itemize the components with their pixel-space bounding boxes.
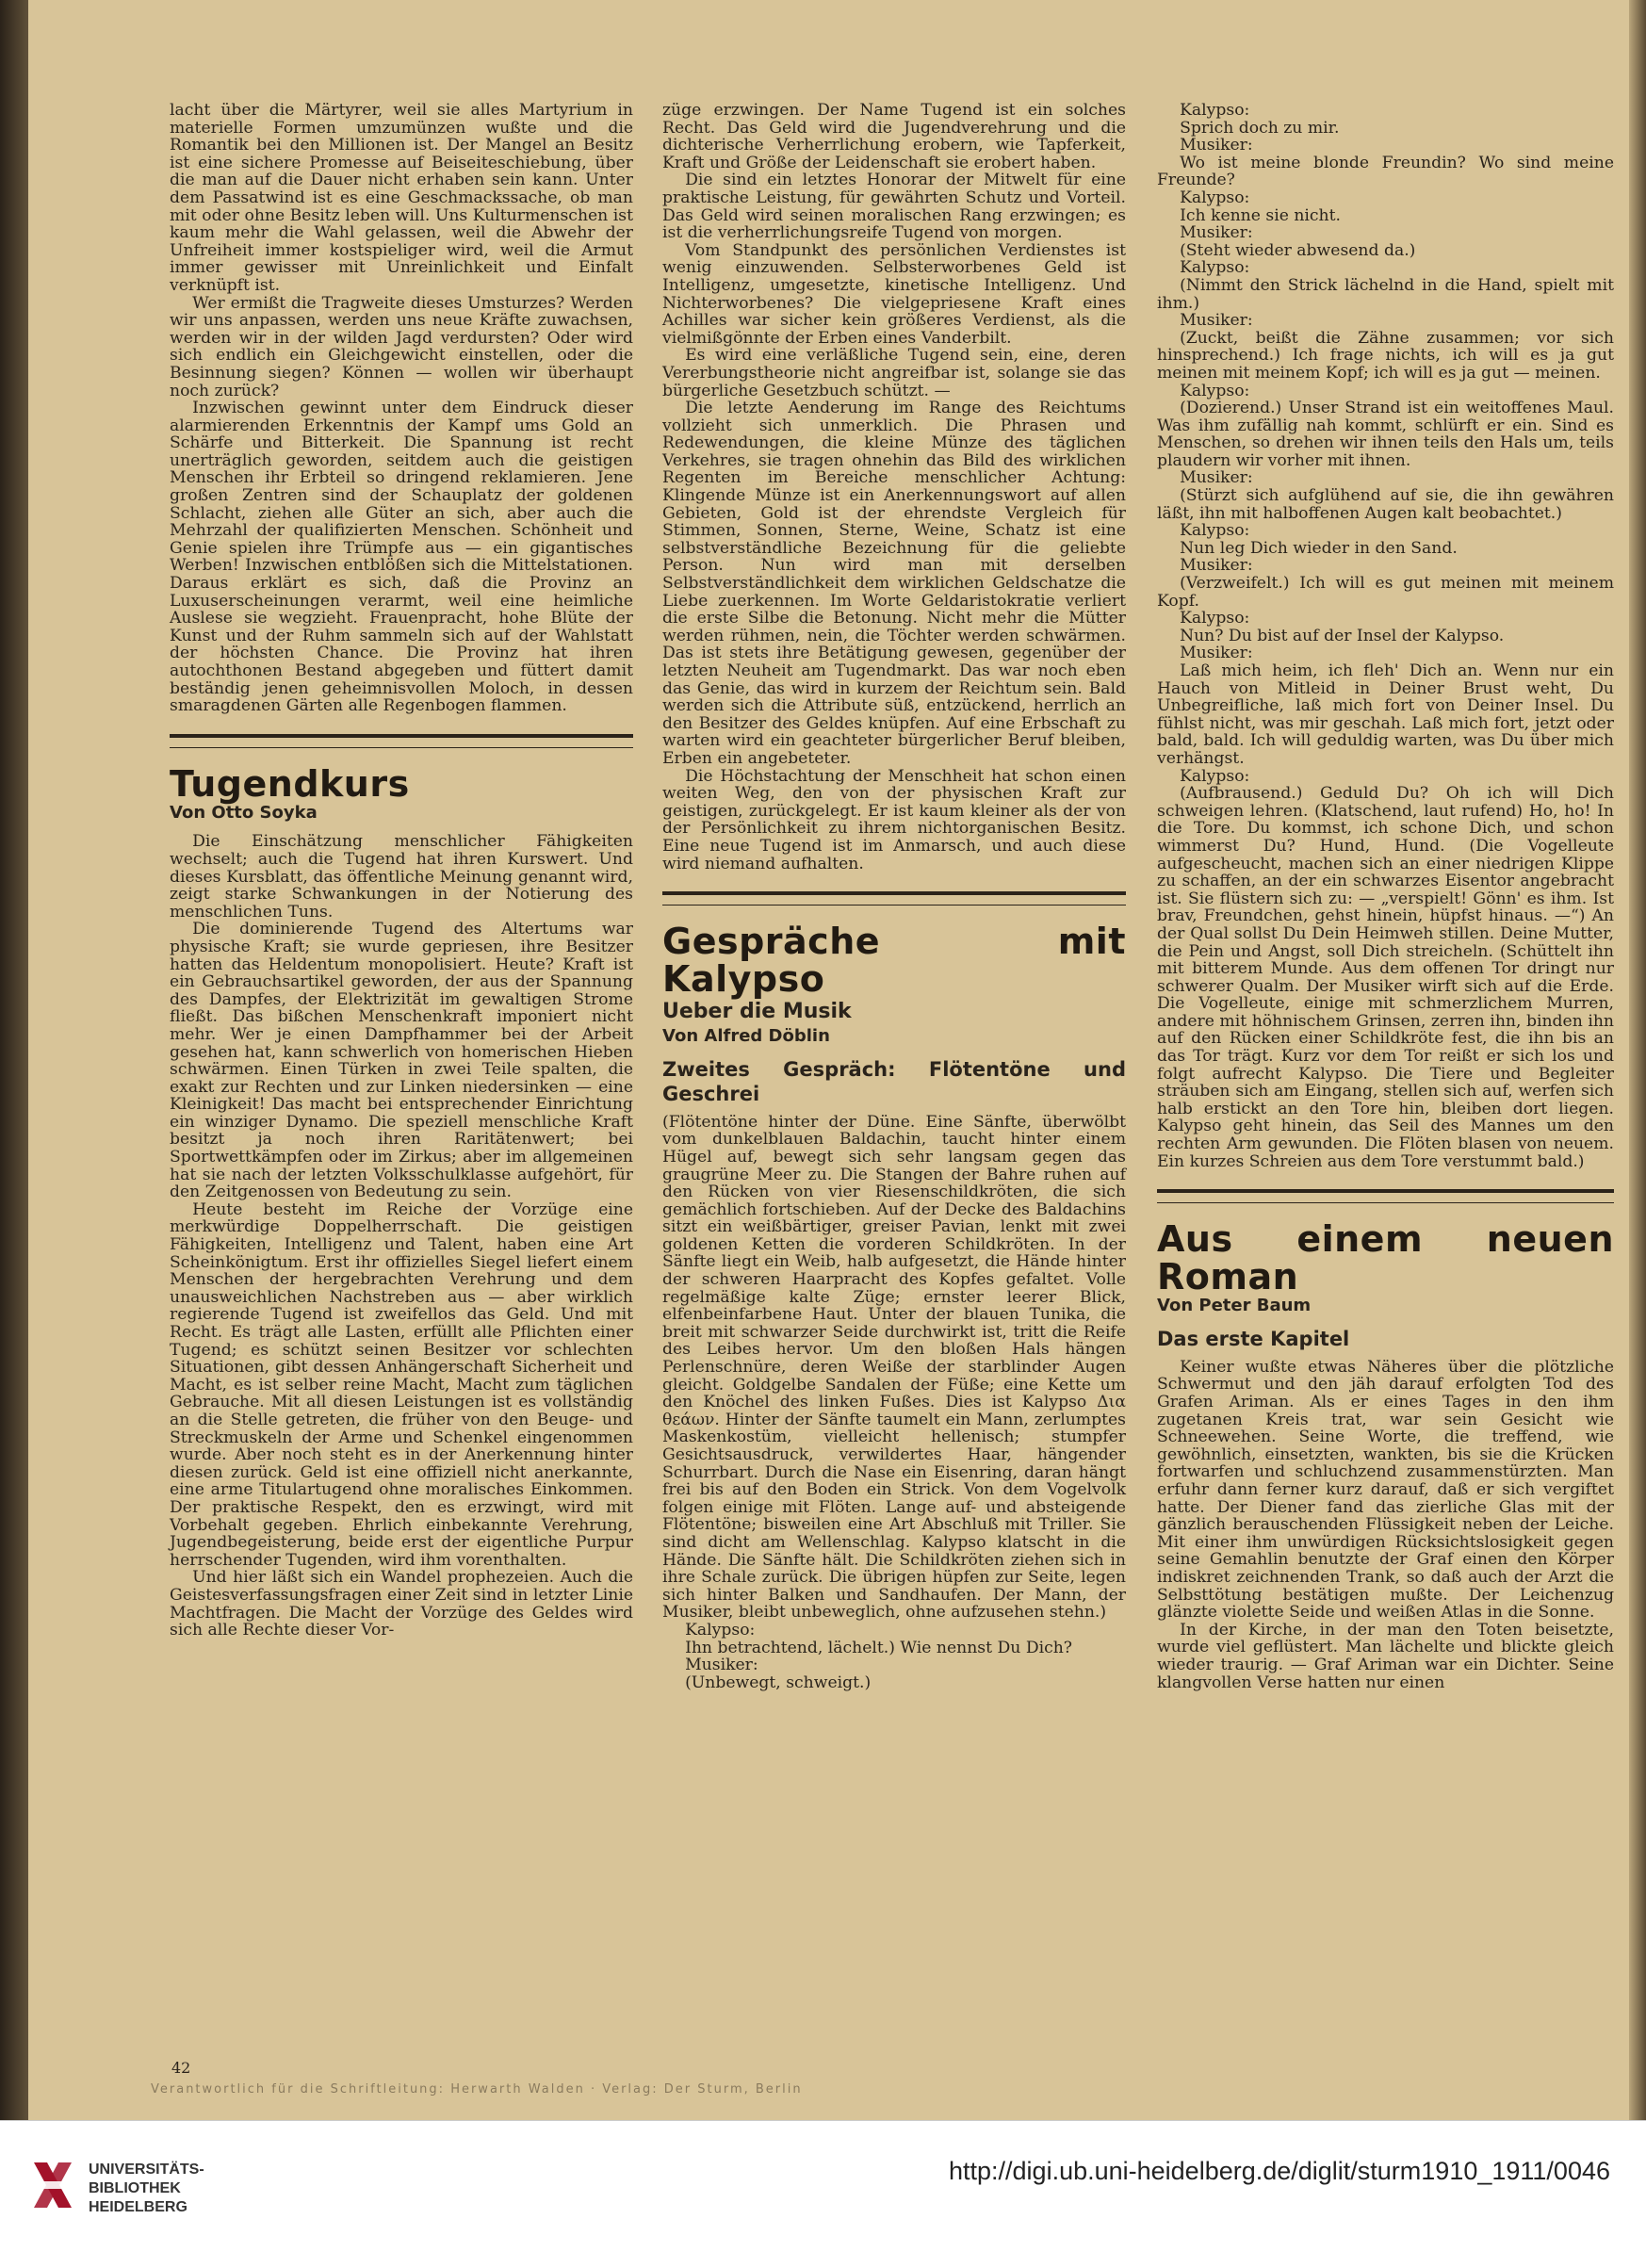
paragraph: Es wird eine verläßliche Tugend sein, eine, deren Vererbungstheorie nicht angreifbar ist, solange sie das bürgerliche Gesetzbuch schützt. — <box>662 346 1126 400</box>
paragraph: In der Kirche, in der man den Toten beisetzte, wurde viel geflüstert. Man lächelte und blickte gleich wieder traurig. — Graf Ariman war ein Dichter. Seine klangvollen Verse hatten nur einen <box>1157 1620 1614 1692</box>
paragraph: Und hier läßt sich ein Wandel prophezeien. Auch die Geistesverfassungsfragen einer Zeit sind in letzter Linie Machtfragen. Die Macht der Vorzüge des Geldes wird sich alle Rechte dieser Vor- <box>170 1568 633 1640</box>
dialog-line: Musiker: <box>1180 468 1253 488</box>
university-library-logo-icon <box>26 2159 79 2211</box>
dialog-line: Nun leg Dich wieder in den Sand. <box>1180 538 1458 558</box>
dialog-line: Nun? Du bist auf der Insel der Kalypso. <box>1180 626 1505 645</box>
library-name-line: BIBLIOTHEK <box>89 2180 181 2196</box>
dialog-line: (Verzweifelt.) Ich will es gut meinen mit meinem Kopf. <box>1157 574 1614 611</box>
dialog-line: Musiker: <box>1180 556 1253 576</box>
section-heading: Das erste Kapitel <box>1157 1327 1350 1350</box>
column-3 <box>1157 102 1614 1691</box>
dialog-line: Sprich doch zu mir. <box>1180 118 1340 138</box>
dialog-line: Kalypso: <box>1180 102 1250 120</box>
library-name <box>89 2161 204 2217</box>
column-2 <box>662 102 1126 1691</box>
paragraph: Die Höchstachtung der Menschheit hat schon einen weiten Weg, den von der physischen Kraft zur geistigen, zurückgelegt. Er ist kaum kleiner als der von der Persönlichkeit zu ihrem nichtorganischen Besitz. Eine neue Tugend ist im Anmarsch, und auch diese wird niemand aufhalten. <box>662 766 1126 873</box>
source-url-link[interactable]: http://digi.ub.uni-heidelberg.de/diglit/sturm1910_1911/0046 <box>949 2157 1610 2185</box>
paragraph: Heute besteht im Reiche der Vorzüge eine merkwürdige Doppelherrschaft. Die geistigen Fähigkeiten, Intelligenz und Talent, haben eine Art Scheinkönigtum. Erst ihr offizielles Siegel liefert einem Menschen der hergebrachten Verehrung und dem unausweichlichen Nachstreben aus — aber wirklich regierende Tugend ist zweifellos das Geld. Und mit Recht. Es trägt alle Lasten, erfüllt alle Pflichten einer Tugend; es schützt seinen Besitzer vor schlechten Situationen, gibt dessen Anhängerschaft Sicherheit und Macht, es ist selber reine Macht, Macht zum täglichen Gebrauche. Mit all diesen Leistungen ist es vollständig an die Stelle getreten, die früher von den Beuge- und Streckmuskeln der Arme und Schenkel eingenommen wurde. Aber noch steht es in der Anerkennung hinter diesen zurück. Geld ist eine offiziell nicht anerkannte, eine arme Titulartugend ohne moralisches Einkommen. Der praktische Respekt, den es erzwingt, wird mit Vorbehalt gegeben. Ehrlich einbekannte Verehrung, Jugendbegeisterung, beide erst der eigentliche Purpur herrschender Tugenden, wird ihm vorenthalten. <box>170 1199 633 1570</box>
divider-rule <box>1157 1189 1614 1203</box>
dialog-line: Kalypso: <box>1180 521 1250 541</box>
dialog-line: (Dozierend.) Unser Strand ist ein weitoffenes Maul. Was ihm zufällig nah kommt, schlürft er ein. Sind es Menschen, so drehen wir ihnen teils den Hals um, teils plaudern wir vorher mit ihnen. <box>1157 399 1614 470</box>
article-author: Von Peter Baum <box>1157 1296 1312 1316</box>
divider-rule <box>662 891 1126 906</box>
article-title: Gespräche mit Kalypso <box>662 921 1126 1001</box>
dialog-line: Musiker: <box>1180 311 1253 331</box>
dialog-line: (Steht wieder abwesend da.) <box>1180 240 1416 260</box>
paragraph: züge erzwingen. Der Name Tugend ist ein solches Recht. Das Geld wird die Jugendverehrung und die dichterische Verherrlichung erobern, wie Tapferkeit, Kraft und Größe der Leidenschaft sie erobert haben. <box>662 101 1126 172</box>
dialog-line: Kalypso: <box>1180 258 1250 278</box>
article-title: Tugendkurs <box>170 762 410 805</box>
dialog-line: Musiker: <box>1180 136 1253 155</box>
library-name-line: HEIDELBERG <box>89 2199 187 2215</box>
page-number: 42 <box>171 2059 191 2077</box>
dialog-line: Wo ist meine blonde Freundin? Wo sind meine Freunde? <box>1157 153 1614 190</box>
paragraph: Die dominierende Tugend des Altertums war physische Kraft; sie wurde gepriesen, ihre Besitzer hatten das Heldentum monopolisiert. Heute? Kraft ist ein Gebrauchsartikel geworden, der aus der Spannung des Dampfes, der Elektrizität im gewaltigen Strome fließt. Das bißchen Menschenkraft imponiert nicht mehr. Wer je einen Dampfhammer bei der Arbeit gesehen hat, kann schwerlich von homerischen Hieben schwärmen. Einen Türken in zwei Teile spalten, die exakt zur Rechten und zur Linken niedersinken — eine Kleinigkeit! Das macht bei entsprechender Einrichtung ein winziger Dynamo. Die speziell menschliche Kraft besitzt ja noch ihren Raritätenwert; bei Sportwettkämpfen oder im Zirkus; aber im allgemeinen hat sie nach der letzten Volksschulklasse aufgehört, für den Zeitgenossen von Bedeutung zu sein. <box>170 920 633 1202</box>
column-1 <box>170 102 633 1640</box>
dialog-line: Kalypso: <box>1180 766 1250 786</box>
article-title: Aus einem neuen Roman <box>1157 1218 1614 1298</box>
dialog-line: Kalypso: <box>1180 609 1250 628</box>
article-author: Von Alfred Döblin <box>662 1026 830 1047</box>
dialog-line: Ihn betrachtend, lächelt.) Wie nennst Du Dich? <box>685 1638 1073 1657</box>
imprint-line: Verantwortlich für die Schriftleitung: Herwarth Walden · Verlag: Der Sturm, Berlin <box>151 2082 803 2097</box>
article-subtitle: Ueber die Musik <box>662 1000 852 1024</box>
paragraph: Wer ermißt die Tragweite dieses Umsturzes? Werden wir uns anpassen, werden uns neue Kräfte zuwachsen, werden wir in der wilden Jagd verdursten? Oder wird sich endlich ein Gleichgewicht einstellen, oder die Besinnung siegen? Können — wollen wir überhaupt noch zurück? <box>170 293 633 400</box>
section-heading: Zweites Gespräch: Flötentöne und Geschrei <box>662 1057 1126 1105</box>
paragraph: Vom Standpunkt des persönlichen Verdienstes ist wenig einzuwenden. Selbsterworbenes Geld ist Intelligenz, umgesetzte, kinetische Intelligenz. Und Nichterworbenes? Die vielgepriesene Kraft eines Achilles war sicher kein größeres Verdienst, als die vielmißgönnte der Erben eines Vanderbilt. <box>662 240 1126 348</box>
dialog-line: (Nimmt den Strick lächelnd in die Hand, spielt mit ihm.) <box>1157 275 1614 313</box>
library-name-line: UNIVERSITÄTS- <box>89 2162 204 2178</box>
article-author: Von Otto Soyka <box>170 802 318 823</box>
paragraph: Keiner wußte etwas Näheres über die plötzliche Schwermut und den jäh darauf erfolgten Tod des Grafen Ariman. Als er eines Tages in den ihm zugetanen Kreis trat, war sein Gesicht wie Schneewehen. Seine Worte, die treffend, wie gewöhnlich, einsetzten, wankten, bis sie die Krücken fortwarfen und schluchzend zusammenstürzten. Man erfuhr dann ferner kurz darauf, daß er sich vergiftet hatte. Der Diener fand das zierliche Glas mit der gänzlich berauschenden Flüssigkeit neben der Leiche. Mit einer ihm unwürdigen Rücksichtslosigkeit gegen seine Gemahlin benutzte der Graf einen den Körper indiskret zeichnenden Trank, so daß auch der Arzt die Selbsttötung bestätigen mußte. Der Leichenzug glänzte violette Seide und weißen Atlas in die Sonne. <box>1157 1357 1614 1623</box>
paragraph: Die letzte Aenderung im Range des Reichtums vollzieht sich unmerklich. Die Phrasen und Redewendungen, die kleine Münze des täglichen Verkehres, sie tragen ohnehin das Bild des wirklichen Regenten im Bereiche menschlicher Achtung: Klingende Münze ist ein Anerkennungswort auf allen Gebieten, Gold ist der ehrendste Vergleich für Stimmen, Sonnen, Sterne, Weine, Schatz ist eine selbstverständliche Bezeichnung für die geliebte Person. Nun wird man mit derselben Selbstverständlichkeit dem wirklichen Geldschatze die Liebe zuerkennen. Im Worte Geldaristokratie verliert die erste Silbe die Betonung. Nicht mehr die Mütter werden rühmen, nein, die Töchter werden schwärmen. Das ist stets ihre Betätigung gewesen, gegenüber der letzten Neuheit am Tugendmarkt. Das war noch eben das Genie, das wird in kurzem der Reichtum sein. Bald werden sich die Attribute süß, entzückend, herrlich an den Besitzer des Geldes knüpfen. Auf eine Erbschaft zu warten wird ein geachteter bürgerlicher Beruf bleiben, Erben ein angebeteter. <box>662 399 1126 768</box>
dialog-line: Kalypso: <box>1180 381 1250 400</box>
paragraph: Inzwischen gewinnt unter dem Eindruck dieser alarmierenden Erkenntnis der Kampf ums Gold an Schärfe und Bitterkeit. Die Spannung ist recht unerträglich geworden, seitdem auch die geistigen Menschen ihr Erbteil so dringend reklamieren. Jene großen Zentren sind der Schauplatz der goldenen Schlacht, ziehen alle Güter an sich, aber auch die Mehrzahl der qualifizierten Menschen. Schönheit und Genie spielen ihre Trümpfe aus — ein gigantisches Werben! Inzwischen entblößen sich die Mittelstationen. Daraus erklärt es sich, daß die Provinz an Luxuserscheinungen verarmt, weil eine heimliche Auslese sie wegzieht. Frauenpracht, hohe Blüte der Kunst und der Ruhm sammeln sich auf der Wahlstatt der höchsten Chance. Die Provinz hat ihren autochthonen Bestand abgegeben und füttert damit beständig jenen geheimnisvollen Moloch, in dessen smaragdenen Gärten alle Regenbogen flammen. <box>170 399 633 716</box>
paragraph: Die Einschätzung menschlicher Fähigkeiten wechselt; auch die Tugend hat ihren Kurswert. Und dieses Kursblatt, das öffentliche Meinung genannt wird, zeigt starke Schwankungen in der Notierung des menschlichen Tuns. <box>170 832 633 922</box>
paragraph: (Flötentöne hinter der Düne. Eine Sänfte, überwölbt vom dunkelblauen Baldachin, taucht hinter einem Hügel auf, bewegt sich sehr langsam gegen das graugrüne Meer zu. Die Stangen der Bahre ruhen auf den Rücken von vier Riesenschildkröten, die sich gemächlich fortschieben. Auf der Decke des Baldachins sitzt ein weißbärtiger, greiser Pavian, lenkt mit zwei goldenen Ketten die vorderen Schildkröten. In der Sänfte liegt ein Weib, halb aufgesetzt, die Hände hinter der schweren Haarpracht des Kopfes gefaltet. Volle regelmäßige kalte Züge; ernster leerer Blick, elfenbeinfarbene Haut. Unter der blauen Tunika, die breit mit schwarzer Seide durchwirkt ist, tritt die Reife des Leibes hervor. Um den bloßen Hals hängen Perlenschnüre, deren Weiße der starblinder Augen gleicht. Goldgelbe Sandalen der Füße; eine Kette um den Knöchel des linken Fußes. Dies ist Kalypso Δια θεάων. Hinter der Sänfte taumelt ein Mann, zerlumptes Maskenkostüm, vielleicht hellenisch; stumpfer Gesichtsausdruck, verwildertes Haar, hängender Schurrbart. Durch die Nase ein Eisenring, daran hängt frei bis auf den Boden ein Strick. Von dem Vogelvolk folgen einige mit Flöten. Lange auf- und absteigende Flötentöne; bisweilen eine Art Abschluß mit Triller. Sie sind dicht am Wellenschlag. Kalypso klatscht in die Hände. Die Sänfte hält. Die Schildkröten ziehen sich in ihre Schale zurück. Die übrigen hüpfen zur Seite, legen sich hinter Balken und Sandhaufen. Der Mann, der Musiker, bleibt unbeweglich, ohne aufzusehen stehn.) <box>662 1112 1126 1623</box>
dialog-line: (Zuckt, beißt die Zähne zusammen; vor sich hinsprechend.) Ich frage nichts, ich will es ja gut meinen mit meinem Kopf; ich will es ja gut — meinen. <box>1157 328 1614 383</box>
paragraph: lacht über die Märtyrer, weil sie alles Martyrium in materielle Formen umzumünzen wußte und die Romantik bei den Millionen ist. Der Mangel an Besitz ist eine sichere Promesse auf Beiseiteschiebung, über die man auf die Dauer nicht erhaben sein kann. Unter dem Passatwind ist es eine Geschmackssache, ob man mit oder ohne Besitz leben will. Uns Kulturmenschen ist kaum mehr die Wahl gelassen, weil die Abwehr der Unfreiheit immer kostspieliger wird, weil die Armut immer gewisser mit Unreinlichkeit und Einfalt verknüpft ist. <box>170 101 633 295</box>
page-edge <box>1629 0 1646 2120</box>
dialog-line: Laß mich heim, ich fleh' Dich an. Wenn nur ein Hauch von Mitleid in Deiner Brust weht, Du Unbegreifliche, laß mich fort von Deiner Insel. Du fühlst nicht, was mir geschah. Laß mich fort, jetzt oder bald, bald. Ich will geduldig warten, was Du über mich verhängst. <box>1157 661 1614 768</box>
dialog-line: Musiker: <box>1180 223 1253 243</box>
dialog-line: Musiker: <box>1180 644 1253 663</box>
divider-rule <box>170 734 633 748</box>
dialog-line: Musiker: <box>685 1656 758 1675</box>
dialog-line: (Stürzt sich aufglühend auf sie, die ihn gewähren läßt, ihn mit halboffenen Augen kalt beobachtet.) <box>1157 486 1614 523</box>
paragraph: Die sind ein letztes Honorar der Mitwelt für eine praktische Leistung, für gewährten Schutz und Vorteil. Das Geld wird seinen moralischen Rang erzwingen; es ist die verherrlichungsreife Tugend von morgen. <box>662 171 1126 243</box>
dialog-line: Kalypso: <box>1180 188 1250 207</box>
library-footer <box>0 2120 1646 2268</box>
dialog-line: Kalypso: <box>685 1620 756 1640</box>
dialog-line: Ich kenne sie nicht. <box>1180 205 1341 225</box>
dialog-line: (Aufbrausend.) Geduld Du? Oh ich will Dich schweigen lehren. (Klatschend, laut rufend) Ho, ho! In die Tore. Du kommst, ich schone Dich, und schon wimmerst Du? Hund, Hund. (Die Vogelleute aufgescheucht, machen sich an einer niedrigen Klippe zu schaffen, an der ein schwarzes Eisentor angebracht ist. Sie flüstern sich zu: — „verspielt! Gönn' es ihm. Ist brav, Freundchen, gehst hinein, hüpfst hinaus. —“) An der Qual sollst Du Dein Heimweh stillen. Deine Mutter, die Pein und Angst, soll Dich streicheln. (Schüttelt ihn mit bitterem Munde. Aus dem offenen Tor dringt nur schwerer Qualm. Der Musiker wirft sich auf die Erde. Die Vogelleute, einige mit schmerzlichem Murren, andere mit höhnischem Grinsen, zerren ihn, binden ihn auf den Rücken einer Schildkröte fest, die ihn bis an das Tor trägt. Kurz vor dem Tor reißt er sich los und folgt aufrecht Kalypso. Die Tiere und Begleiter sträuben sich am Eingang, stellen sich auf, werfen sich halb erstickt an den Tore hin, bleiben dort liegen. Kalypso geht hinein, das Seil des Mannes um den rechten Arm gewunden. Die Flöten blasen von neuem. Ein kurzes Schreien aus dem Tore verstummt bald.) <box>1157 784 1614 1171</box>
dialog-line: (Unbewegt, schweigt.) <box>685 1672 872 1692</box>
